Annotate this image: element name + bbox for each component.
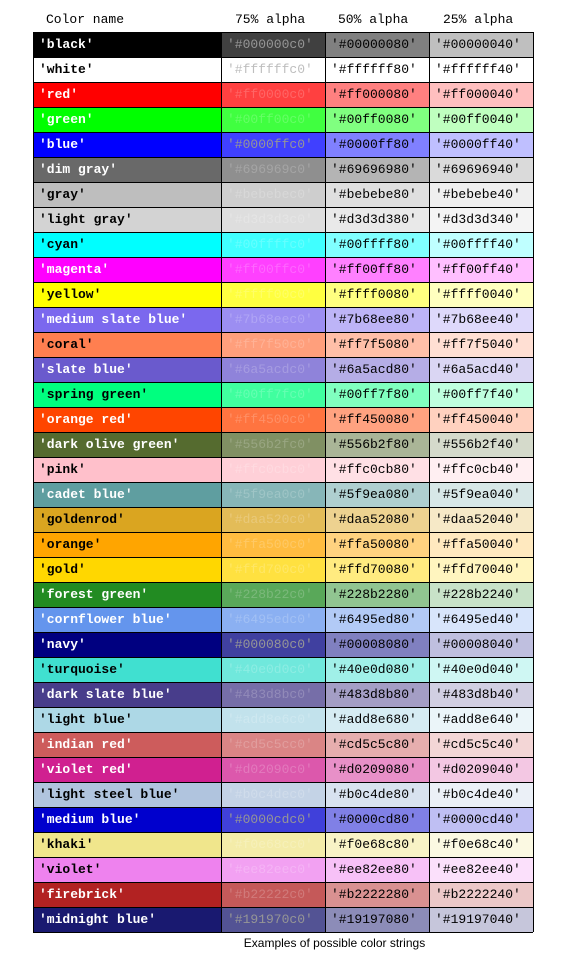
alpha-25-cell: '#b0c4de40'	[429, 782, 533, 807]
alpha-75-cell: '#00ff7fc0'	[221, 382, 325, 407]
alpha-50-cell: '#7b68ee80'	[325, 307, 429, 332]
color-name-cell: 'turquoise'	[33, 657, 221, 682]
color-name-cell: 'gold'	[33, 557, 221, 582]
alpha-50-cell: '#add8e680'	[325, 707, 429, 732]
alpha-50-cell: '#ff000080'	[325, 82, 429, 107]
table-row	[33, 857, 533, 882]
table-row	[33, 782, 533, 807]
alpha-50-cell: '#00ffff80'	[325, 232, 429, 257]
alpha-25-cell: '#ffa50040'	[429, 532, 533, 557]
alpha-25-cell: '#00008040'	[429, 632, 533, 657]
alpha-50-cell: '#bebebe80'	[325, 182, 429, 207]
table-row	[33, 307, 533, 332]
table-row	[33, 457, 533, 482]
table-row	[33, 807, 533, 832]
color-name-cell: 'green'	[33, 107, 221, 132]
alpha-50-cell: '#ff450080'	[325, 407, 429, 432]
color-name-cell: 'pink'	[33, 457, 221, 482]
alpha-25-cell: '#ffff0040'	[429, 282, 533, 307]
alpha-75-cell: '#ff4500c0'	[221, 407, 325, 432]
table-row	[33, 532, 533, 557]
color-name-cell: 'goldenrod'	[33, 507, 221, 532]
alpha-25-cell: '#0000cd40'	[429, 807, 533, 832]
alpha-75-cell: '#0000ffc0'	[221, 132, 325, 157]
alpha-75-cell: '#6495edc0'	[221, 607, 325, 632]
table-row	[33, 482, 533, 507]
table-row	[33, 607, 533, 632]
table-row	[33, 757, 533, 782]
table-row	[33, 182, 533, 207]
color-name-cell: 'white'	[33, 57, 221, 82]
alpha-50-cell: '#d3d3d380'	[325, 207, 429, 232]
alpha-50-cell: '#69696980'	[325, 157, 429, 182]
alpha-50-cell: '#19197080'	[325, 907, 429, 932]
color-name-cell: 'dark olive green'	[33, 432, 221, 457]
alpha-75-cell: '#ff7f50c0'	[221, 332, 325, 357]
alpha-75-cell: '#6a5acdc0'	[221, 357, 325, 382]
alpha-75-cell: '#ee82eec0'	[221, 857, 325, 882]
table-row	[33, 132, 533, 157]
table-row	[33, 282, 533, 307]
alpha-75-cell: '#40e0d0c0'	[221, 657, 325, 682]
alpha-50-cell: '#b2222280'	[325, 882, 429, 907]
alpha-75-cell: '#add8e6c0'	[221, 707, 325, 732]
alpha-25-cell: '#483d8b40'	[429, 682, 533, 707]
alpha-25-cell: '#556b2f40'	[429, 432, 533, 457]
alpha-25-cell: '#00000040'	[429, 32, 533, 57]
alpha-50-cell: '#cd5c5c80'	[325, 732, 429, 757]
alpha-50-cell: '#5f9ea080'	[325, 482, 429, 507]
color-name-cell: 'black'	[33, 32, 221, 57]
table-row	[33, 632, 533, 657]
alpha-25-cell: '#f0e68c40'	[429, 832, 533, 857]
color-name-cell: 'slate blue'	[33, 357, 221, 382]
table-row	[33, 507, 533, 532]
color-name-cell: 'khaki'	[33, 832, 221, 857]
alpha-25-cell: '#19197040'	[429, 907, 533, 932]
alpha-50-cell: '#483d8b80'	[325, 682, 429, 707]
alpha-50-cell: '#00ff7f80'	[325, 382, 429, 407]
color-name-cell: 'dark slate blue'	[33, 682, 221, 707]
table-row	[33, 407, 533, 432]
alpha-50-cell: '#ffa50080'	[325, 532, 429, 557]
alpha-25-cell: '#ee82ee40'	[429, 857, 533, 882]
table-row	[33, 357, 533, 382]
alpha-25-cell: '#00ffff40'	[429, 232, 533, 257]
alpha-25-cell: '#d3d3d340'	[429, 207, 533, 232]
alpha-25-cell: '#ff7f5040'	[429, 332, 533, 357]
color-name-cell: 'firebrick'	[33, 882, 221, 907]
color-name-cell: 'red'	[33, 82, 221, 107]
table-row	[33, 582, 533, 607]
color-name-cell: 'magenta'	[33, 257, 221, 282]
alpha-50-cell: '#d0209080'	[325, 757, 429, 782]
alpha-75-cell: '#191970c0'	[221, 907, 325, 932]
alpha-50-cell: '#ffffff80'	[325, 57, 429, 82]
alpha-50-cell: '#6a5acd80'	[325, 357, 429, 382]
alpha-50-cell: '#0000cd80'	[325, 807, 429, 832]
alpha-75-cell: '#f0e68cc0'	[221, 832, 325, 857]
table-row	[33, 157, 533, 182]
alpha-75-cell: '#00ff00c0'	[221, 107, 325, 132]
alpha-25-cell: '#bebebe40'	[429, 182, 533, 207]
color-name-cell: 'spring green'	[33, 382, 221, 407]
table-row	[33, 57, 533, 82]
color-name-cell: 'orange red'	[33, 407, 221, 432]
alpha-75-cell: '#ffa500c0'	[221, 532, 325, 557]
table-row	[33, 382, 533, 407]
alpha-25-cell: '#add8e640'	[429, 707, 533, 732]
alpha-75-cell: '#cd5c5cc0'	[221, 732, 325, 757]
table-row	[33, 432, 533, 457]
alpha-25-cell: '#ff450040'	[429, 407, 533, 432]
alpha-50-cell: '#ff7f5080'	[325, 332, 429, 357]
color-name-cell: 'coral'	[33, 332, 221, 357]
alpha-75-cell: '#ff0000c0'	[221, 82, 325, 107]
alpha-75-cell: '#ffffffc0'	[221, 57, 325, 82]
color-name-cell: 'light gray'	[33, 207, 221, 232]
color-name-cell: 'cadet blue'	[33, 482, 221, 507]
alpha-25-cell: '#cd5c5c40'	[429, 732, 533, 757]
alpha-25-cell: '#6a5acd40'	[429, 357, 533, 382]
table-right-border	[533, 32, 534, 932]
alpha-50-cell: '#00ff0080'	[325, 107, 429, 132]
column-header-75-alpha: 75% alpha	[235, 12, 306, 27]
alpha-75-cell: '#bebebec0'	[221, 182, 325, 207]
alpha-75-cell: '#7b68eec0'	[221, 307, 325, 332]
alpha-50-cell: '#0000ff80'	[325, 132, 429, 157]
alpha-50-cell: '#6495ed80'	[325, 607, 429, 632]
color-name-cell: 'indian red'	[33, 732, 221, 757]
table-row	[33, 207, 533, 232]
figure-caption: Examples of possible color strings	[243, 936, 426, 950]
column-header-25-alpha: 25% alpha	[443, 12, 514, 27]
alpha-75-cell: '#ffc0cbc0'	[221, 457, 325, 482]
color-name-cell: 'violet'	[33, 857, 221, 882]
color-name-cell: 'dim gray'	[33, 157, 221, 182]
alpha-25-cell: '#daa52040'	[429, 507, 533, 532]
table-bottom-border	[33, 932, 533, 933]
table-row	[33, 707, 533, 732]
alpha-25-cell: '#b2222240'	[429, 882, 533, 907]
table-row	[33, 732, 533, 757]
color-name-cell: 'light blue'	[33, 707, 221, 732]
alpha-75-cell: '#0000cdc0'	[221, 807, 325, 832]
alpha-75-cell: '#b22222c0'	[221, 882, 325, 907]
color-name-cell: 'midnight blue'	[33, 907, 221, 932]
table-row	[33, 657, 533, 682]
alpha-50-cell: '#daa52080'	[325, 507, 429, 532]
alpha-25-cell: '#00ff7f40'	[429, 382, 533, 407]
color-name-cell: 'cornflower blue'	[33, 607, 221, 632]
alpha-50-cell: '#228b2280'	[325, 582, 429, 607]
table-row	[33, 907, 533, 932]
alpha-75-cell: '#000080c0'	[221, 632, 325, 657]
alpha-50-cell: '#ee82ee80'	[325, 857, 429, 882]
table-row	[33, 832, 533, 857]
table-row	[33, 232, 533, 257]
alpha-75-cell: '#ffff00c0'	[221, 282, 325, 307]
alpha-25-cell: '#40e0d040'	[429, 657, 533, 682]
alpha-75-cell: '#5f9ea0c0'	[221, 482, 325, 507]
table-row	[33, 332, 533, 357]
table-row	[33, 682, 533, 707]
color-name-cell: 'cyan'	[33, 232, 221, 257]
alpha-50-cell: '#40e0d080'	[325, 657, 429, 682]
table-row	[33, 82, 533, 107]
alpha-75-cell: '#daa520c0'	[221, 507, 325, 532]
alpha-75-cell: '#ff00ffc0'	[221, 257, 325, 282]
table-row	[33, 107, 533, 132]
alpha-75-cell: '#ffd700c0'	[221, 557, 325, 582]
alpha-75-cell: '#696969c0'	[221, 157, 325, 182]
alpha-25-cell: '#0000ff40'	[429, 132, 533, 157]
alpha-50-cell: '#b0c4de80'	[325, 782, 429, 807]
alpha-50-cell: '#ffff0080'	[325, 282, 429, 307]
color-name-cell: 'gray'	[33, 182, 221, 207]
color-name-cell: 'medium slate blue'	[33, 307, 221, 332]
table-row	[33, 32, 533, 57]
alpha-25-cell: '#6495ed40'	[429, 607, 533, 632]
alpha-75-cell: '#556b2fc0'	[221, 432, 325, 457]
color-name-cell: 'light steel blue'	[33, 782, 221, 807]
table-row	[33, 557, 533, 582]
alpha-25-cell: '#5f9ea040'	[429, 482, 533, 507]
alpha-75-cell: '#b0c4dec0'	[221, 782, 325, 807]
alpha-50-cell: '#f0e68c80'	[325, 832, 429, 857]
alpha-50-cell: '#ffc0cb80'	[325, 457, 429, 482]
color-name-cell: 'violet red'	[33, 757, 221, 782]
color-name-cell: 'forest green'	[33, 582, 221, 607]
color-name-cell: 'yellow'	[33, 282, 221, 307]
column-header-color-name: Color name	[46, 12, 125, 27]
alpha-75-cell: '#000000c0'	[221, 32, 325, 57]
alpha-75-cell: '#228b22c0'	[221, 582, 325, 607]
color-name-cell: 'blue'	[33, 132, 221, 157]
alpha-75-cell: '#483d8bc0'	[221, 682, 325, 707]
alpha-50-cell: '#556b2f80'	[325, 432, 429, 457]
color-name-cell: 'medium blue'	[33, 807, 221, 832]
alpha-25-cell: '#ff00ff40'	[429, 257, 533, 282]
alpha-25-cell: '#ffffff40'	[429, 57, 533, 82]
table-row	[33, 257, 533, 282]
alpha-50-cell: '#ff00ff80'	[325, 257, 429, 282]
alpha-25-cell: '#d0209040'	[429, 757, 533, 782]
alpha-25-cell: '#ffd70040'	[429, 557, 533, 582]
alpha-75-cell: '#d02090c0'	[221, 757, 325, 782]
alpha-25-cell: '#69696940'	[429, 157, 533, 182]
alpha-50-cell: '#00008080'	[325, 632, 429, 657]
color-name-cell: 'navy'	[33, 632, 221, 657]
alpha-75-cell: '#d3d3d3c0'	[221, 207, 325, 232]
alpha-50-cell: '#ffd70080'	[325, 557, 429, 582]
alpha-25-cell: '#228b2240'	[429, 582, 533, 607]
column-header-50-alpha: 50% alpha	[338, 12, 409, 27]
alpha-25-cell: '#7b68ee40'	[429, 307, 533, 332]
alpha-25-cell: '#ffc0cb40'	[429, 457, 533, 482]
table-row	[33, 882, 533, 907]
alpha-25-cell: '#ff000040'	[429, 82, 533, 107]
alpha-50-cell: '#00000080'	[325, 32, 429, 57]
color-name-cell: 'orange'	[33, 532, 221, 557]
alpha-75-cell: '#00ffffc0'	[221, 232, 325, 257]
alpha-25-cell: '#00ff0040'	[429, 107, 533, 132]
